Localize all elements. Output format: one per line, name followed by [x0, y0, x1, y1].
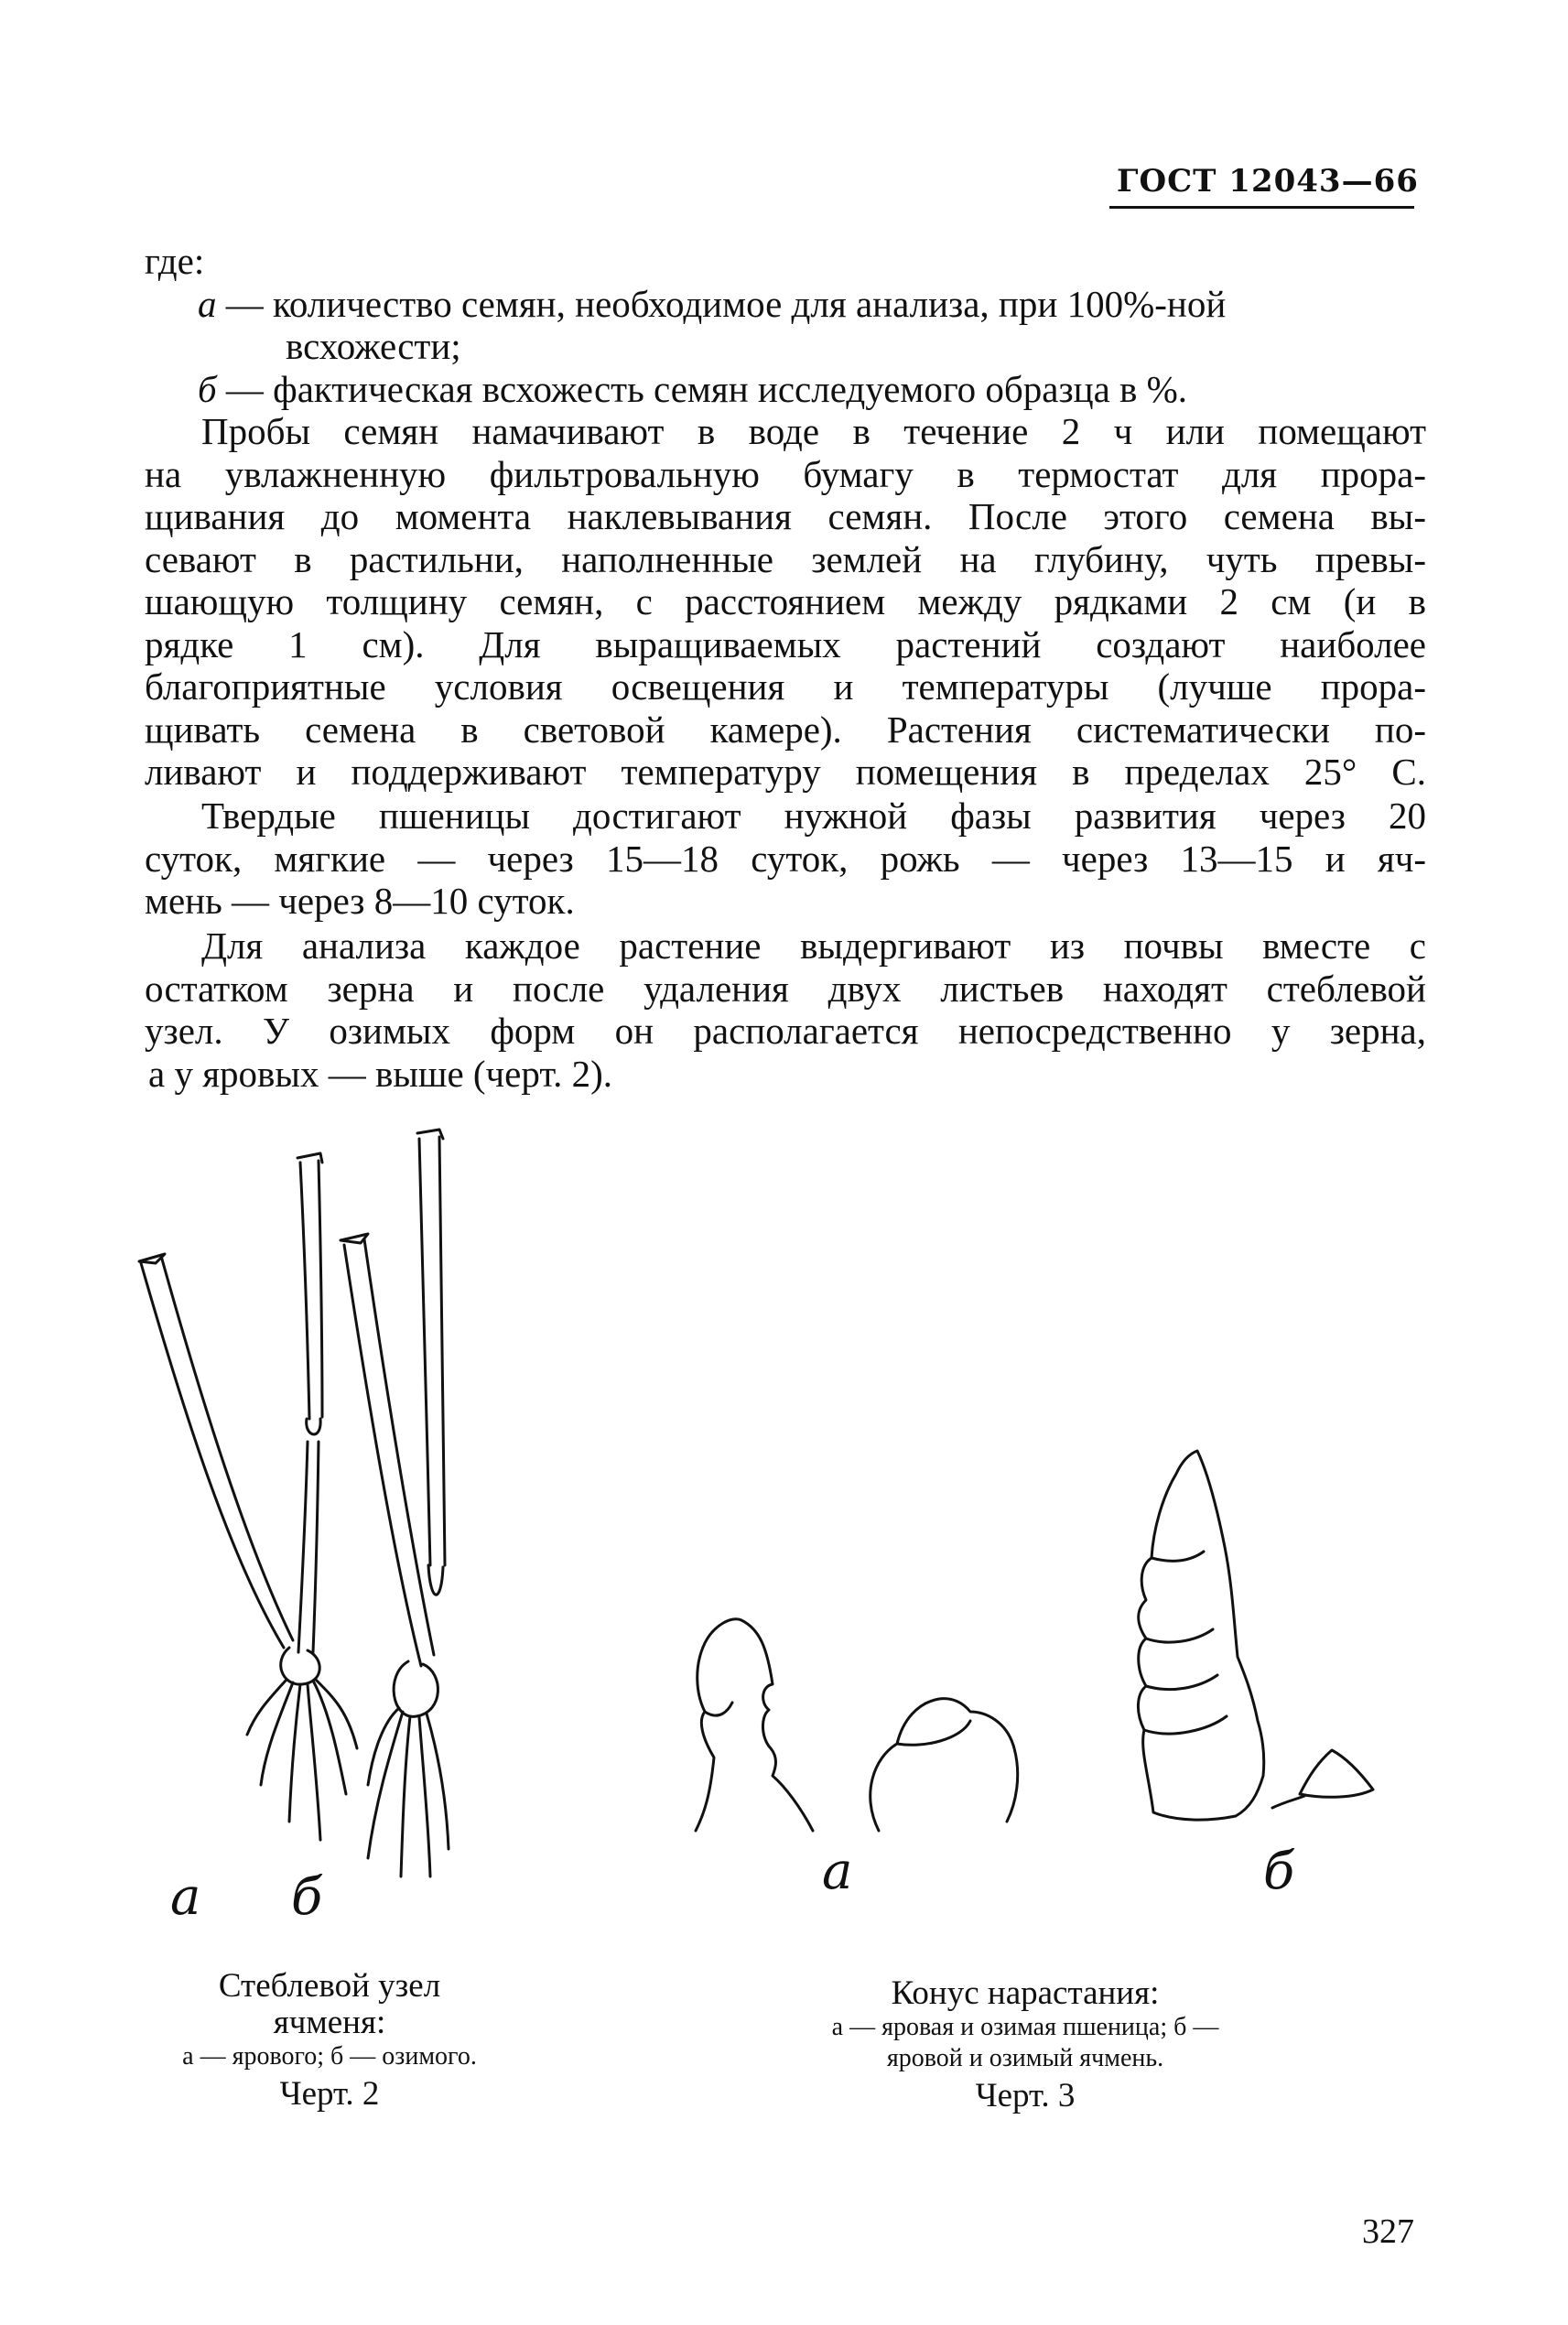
page-number: 327	[1362, 2212, 1414, 2251]
definition-b	[145, 368, 1426, 411]
paragraph-line: остатком зерна и после удаления двух листьев находят стеблевой	[145, 967, 1426, 1010]
definition-a-mark: а	[198, 282, 217, 325]
figure3-label-b: б	[1263, 1842, 1295, 1901]
figure3-legend-line1: а — яровая и озимая пшеница; б —	[831, 2013, 1219, 2041]
document-standard-number: ГОСТ 12043—66	[1117, 163, 1419, 200]
figure2-label-b: б	[291, 1867, 323, 1927]
paragraph-line: Твердые пшеницы достигают нужной фазы развития через 20	[201, 795, 1426, 837]
plant-b-illustration	[341, 1130, 449, 1876]
definition-a-text: — количество семян, необходимое для анализа, при 100%-ной	[216, 282, 1227, 325]
figure2-legend: а — ярового; б — озимого.	[182, 2042, 477, 2071]
paragraph-line: рядке 1 см). Для выращиваемых растений создают наиболее	[145, 622, 1426, 665]
paragraph-line: Пробы семян намачивают в воде в течение 2 ч или помещают	[201, 410, 1426, 452]
figure3-legend-line2: яровой и озимый ячмень.	[886, 2044, 1164, 2072]
paragraph-line: Для анализа каждое растение выдергивают из почвы вместе с	[201, 925, 1426, 967]
plant-a-illustration	[139, 1153, 357, 1840]
figure3-number: Черт. 3	[975, 2077, 1076, 2114]
paragraph-line: на увлажненную фильтровальную бумагу в термостат для прора-	[145, 452, 1426, 495]
paragraph-line: а у яровых — выше (черт. 2).	[148, 1052, 613, 1095]
figure2-number: Черт. 2	[279, 2075, 380, 2113]
paragraph-line: щивать семена в световой камере). Растения систематически по-	[145, 708, 1426, 751]
definition-b-mark: б	[198, 367, 217, 410]
figure2-title-line1: Стеблевой узел	[218, 1967, 441, 2005]
paragraph-line: ливают и поддерживают температуру помещения в пределах 25° С.	[145, 751, 1426, 793]
figure2-label-a: а	[170, 1867, 201, 1927]
figure3-label-a: а	[822, 1842, 853, 1901]
growth-cone-a-illustration	[696, 1619, 1018, 1831]
figure-growth-cone-drawing	[677, 1446, 1446, 1849]
figure-stem-node-drawing	[128, 1126, 549, 1913]
paragraph-sample-prep	[145, 410, 1426, 794]
paragraph-development-phase	[145, 795, 1426, 923]
definition-b-text: — фактическая всхожесть семян исследуемого образца в %.	[216, 367, 1188, 410]
paragraph-analysis	[145, 925, 1426, 1095]
figure3-title: Конус нарастания:	[891, 1974, 1160, 2012]
figure2-title-line2: ячменя:	[273, 2004, 386, 2041]
paragraph-line: мень — через 8—10 суток.	[145, 880, 575, 922]
definition-a-continuation: всхожести;	[286, 325, 461, 367]
figure3-caption	[751, 1975, 1300, 2118]
paragraph-line: суток, мягкие — через 15—18 суток, рожь — через 13—15 и яч-	[145, 837, 1426, 880]
paragraph-line: узел. У озимых форм он располагается непосредственно у зерна,	[145, 1010, 1426, 1052]
definitions-block	[145, 240, 1426, 410]
header-rule	[1109, 206, 1414, 209]
figure2-caption	[137, 1968, 522, 2116]
paragraph-line: щивания до момента наклевывания семян. После этого семена вы-	[145, 495, 1426, 537]
where-label: где:	[145, 240, 205, 282]
paragraph-line: севают в растильни, наполненные землей на глубину, чуть превы-	[145, 537, 1426, 580]
growth-cone-b-illustration	[1138, 1451, 1373, 1820]
paragraph-line: шающую толщину семян, с расстоянием между рядками 2 см (и в	[145, 580, 1426, 622]
paragraph-line: благоприятные условия освещения и температуры (лучше прора-	[145, 665, 1426, 708]
definition-a	[145, 283, 1426, 326]
